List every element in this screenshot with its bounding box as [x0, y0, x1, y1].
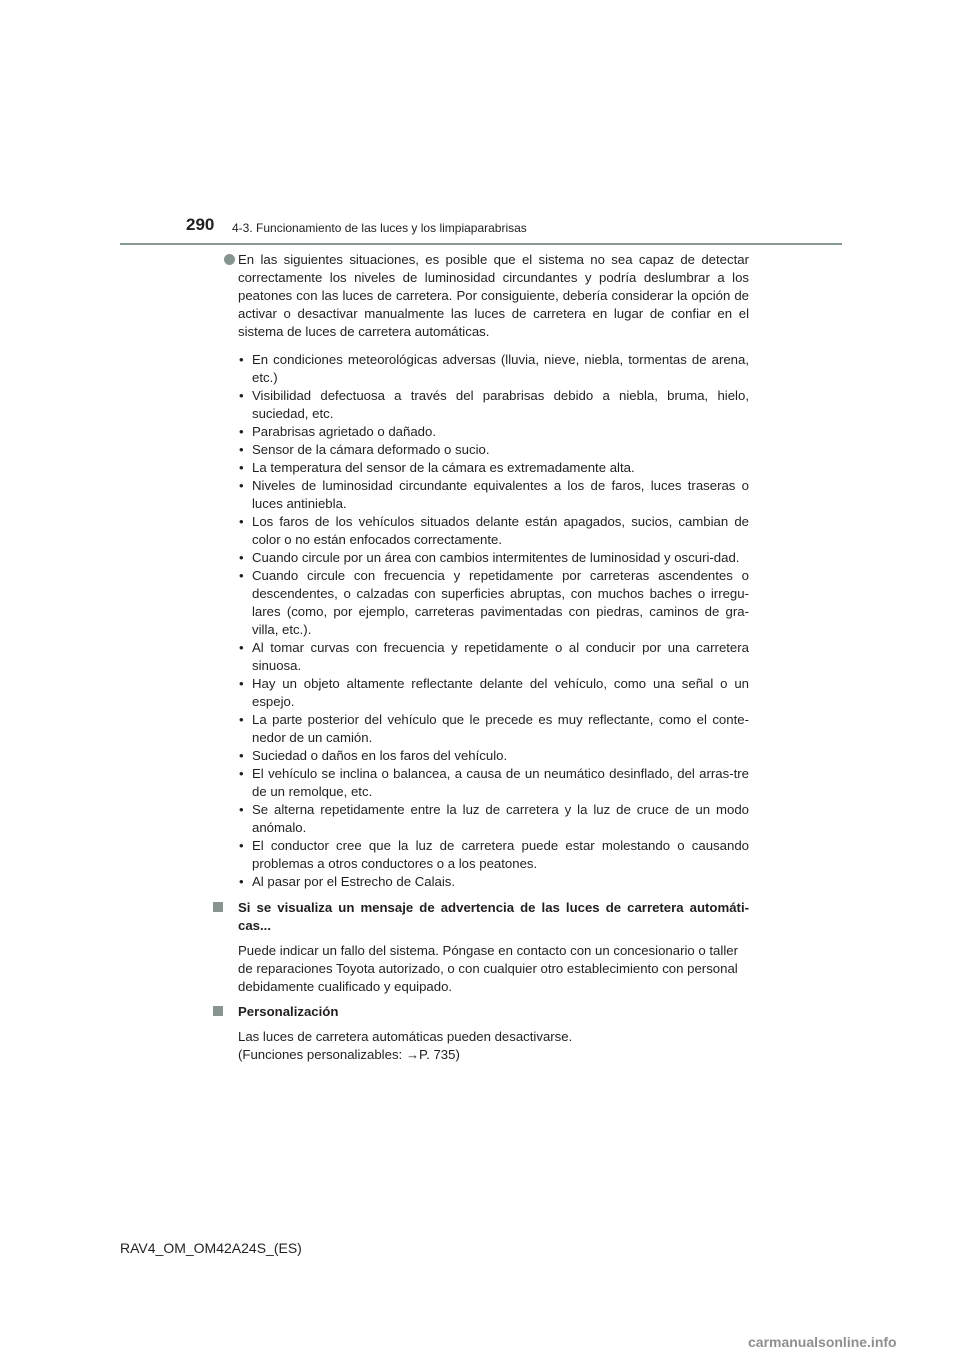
list-item-text: Suciedad o daños en los faros del vehículo. — [252, 748, 508, 763]
bullet-dot-icon: • — [239, 712, 244, 727]
circle-bullet-icon — [224, 254, 235, 265]
list-item-text: La parte posterior del vehículo que le precede es muy reflectante, como el conte-nedor de un camión. — [252, 712, 749, 745]
list-item — [213, 387, 749, 423]
intro-paragraph — [213, 251, 749, 341]
bullet-dot-icon: • — [239, 838, 244, 853]
list-item — [213, 711, 749, 747]
bullet-dot-icon: • — [239, 640, 244, 655]
bullet-dot-icon: • — [239, 676, 244, 691]
list-item-text: Niveles de luminosidad circundante equivalentes a los de faros, luces traseras o luces antiniebla. — [252, 478, 749, 511]
bullet-dot-icon: • — [239, 568, 244, 583]
list-item-text: Se alterna repetidamente entre la luz de carretera y la luz de cruce de un modo anómalo. — [252, 802, 749, 835]
list-item — [213, 441, 749, 459]
page-content — [213, 251, 749, 1064]
list-item-text: Al tomar curvas con frecuencia y repetidamente o al conducir por una carretera sinuosa. — [252, 640, 749, 673]
section-body — [238, 942, 749, 996]
list-item — [213, 549, 749, 567]
bullet-dot-icon: • — [239, 352, 244, 367]
page-reference-link[interactable]: (Funciones personalizables: →P. 735) — [238, 1047, 460, 1062]
header-divider — [120, 243, 842, 245]
bullet-dot-icon: • — [239, 874, 244, 889]
list-item-text: La temperatura del sensor de la cámara es extremadamente alta. — [252, 460, 635, 475]
section-title: 4-3. Funcionamiento de las luces y los limpiaparabrisas — [232, 221, 527, 235]
list-item-text: Sensor de la cámara deformado o sucio. — [252, 442, 490, 457]
list-item-text: Parabrisas agrietado o dañado. — [252, 424, 437, 439]
list-item — [213, 639, 749, 675]
watermark: carmanualsonline.info — [748, 1334, 897, 1350]
square-bullet-icon — [213, 1006, 223, 1016]
section-paragraph: Puede indicar un fallo del sistema. Póngase en contacto con un concesionario o taller de reparaciones Toyota autorizado, o con cualquier otro establecimiento con personal debidamente cualificado y equipado. — [238, 943, 738, 994]
bullet-dot-icon: • — [239, 478, 244, 493]
section-heading: Personalización — [238, 1004, 339, 1019]
list-item-text: Cuando circule con frecuencia y repetidamente por carreteras ascendentes o descendentes, o calzadas con superficies abruptas, con muchos baches o irregu-lares (como, por ejemplo, carreteras pavimentadas con piedras, caminos de gra-villa, etc.). — [252, 568, 749, 637]
warning-message-section — [213, 899, 749, 996]
bullet-dot-icon: • — [239, 748, 244, 763]
list-item — [213, 747, 749, 765]
list-item — [213, 477, 749, 513]
list-item-text: El conductor cree que la luz de carretera puede estar molestando o causando problemas a otros conductores o a los peatones. — [252, 838, 749, 871]
bullet-dot-icon: • — [239, 388, 244, 403]
square-bullet-icon — [213, 902, 223, 912]
list-item — [213, 351, 749, 387]
list-item — [213, 675, 749, 711]
list-item — [213, 765, 749, 801]
bullet-dot-icon: • — [239, 442, 244, 457]
list-item-text: Al pasar por el Estrecho de Calais. — [252, 874, 456, 889]
section-body — [238, 1028, 749, 1064]
intro-text: En las siguientes situaciones, es posible que el sistema no sea capaz de detectar correctamente los niveles de luminosidad circundantes y podría deslumbrar a los peatones con las luces de carretera. Por consiguiente, debería considerar la opción de activar o desactivar manualmente las luces de carretera en lugar de confiar en el sistema de luces de carretera automáticas. — [238, 252, 749, 339]
list-item-text: Los faros de los vehículos situados delante están apagados, sucios, cambian de color o no están enfocados correctamente. — [252, 514, 749, 547]
page-number: 290 — [186, 215, 215, 234]
list-item — [213, 513, 749, 549]
list-item-text: Hay un objeto altamente reflectante delante del vehículo, como una señal o un espejo. — [252, 676, 749, 709]
bullet-dot-icon: • — [239, 424, 244, 439]
bullet-dot-icon: • — [239, 766, 244, 781]
bullet-dot-icon: • — [239, 550, 244, 565]
list-item-text: El vehículo se inclina o balancea, a causa de un neumático desinflado, del arras-tre de un remolque, etc. — [252, 766, 749, 799]
list-item — [213, 567, 749, 639]
list-item-text: Cuando circule por un área con cambios intermitentes de luminosidad y oscuri-dad. — [252, 550, 740, 565]
list-item-text: En condiciones meteorológicas adversas (lluvia, nieve, niebla, tormentas de arena, etc.) — [252, 352, 749, 385]
list-item — [213, 801, 749, 837]
section-paragraph: Las luces de carretera automáticas pueden desactivarse. — [238, 1029, 573, 1044]
bullet-dot-icon: • — [239, 802, 244, 817]
list-item — [213, 423, 749, 441]
bullet-dot-icon: • — [239, 514, 244, 529]
customization-section — [213, 1003, 749, 1064]
section-heading: Si se visualiza un mensaje de advertencia de las luces de carretera automáti-cas... — [238, 900, 749, 933]
list-item — [213, 837, 749, 873]
list-item — [213, 873, 749, 891]
document-code: RAV4_OM_OM42A24S_(ES) — [120, 1240, 302, 1256]
conditions-list — [213, 351, 749, 891]
bullet-dot-icon: • — [239, 460, 244, 475]
list-item — [213, 459, 749, 477]
list-item-text: Visibilidad defectuosa a través del parabrisas debido a niebla, bruma, hielo, suciedad, etc. — [252, 388, 749, 421]
